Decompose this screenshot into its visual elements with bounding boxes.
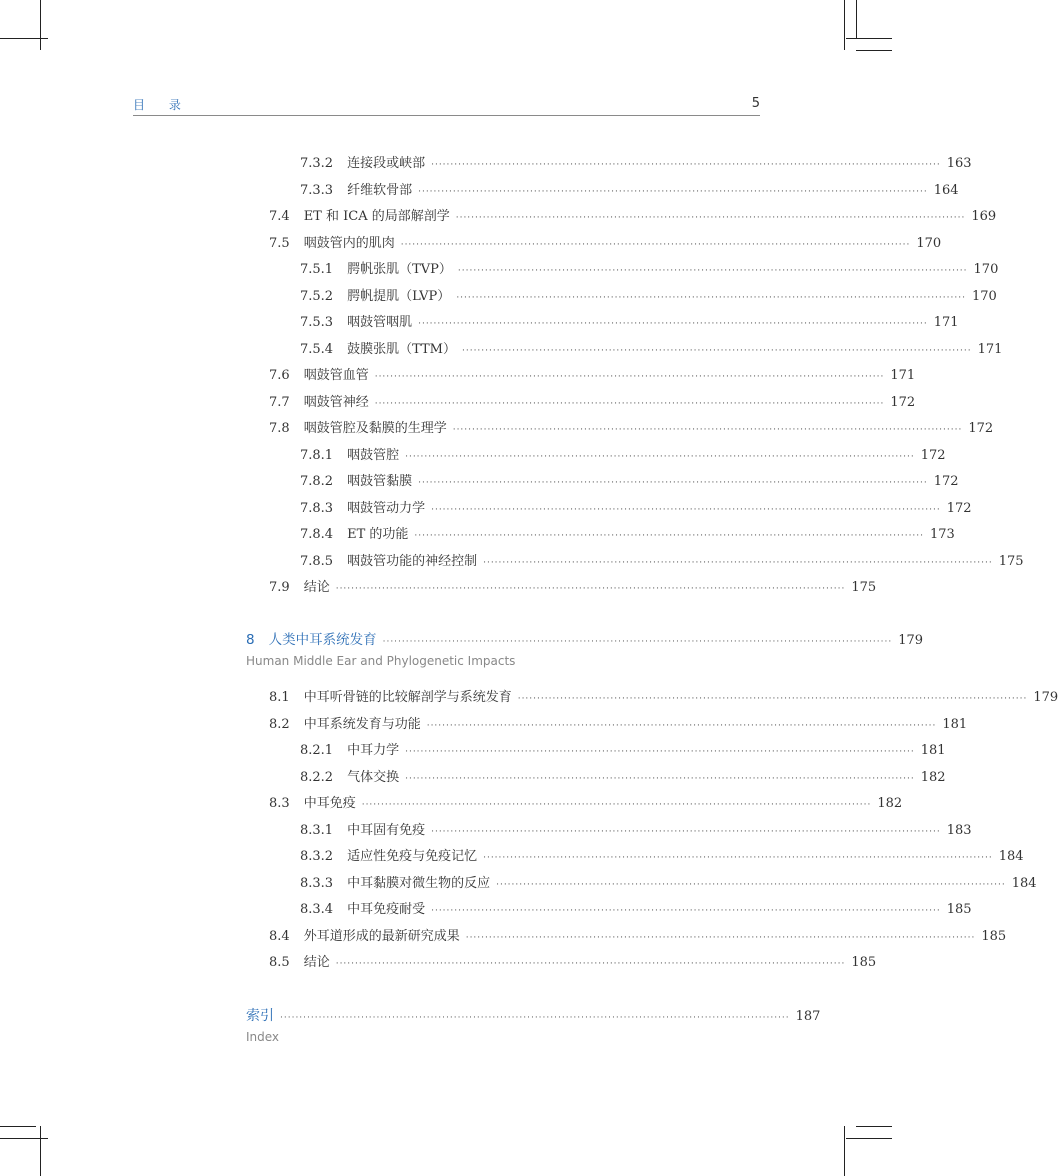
dot-leader: ····································································································································: [431, 906, 941, 916]
toc-entry[interactable]: [300, 470, 959, 490]
toc-entry-title: 中耳力学: [347, 743, 400, 758]
toc-entry-title: 腭帆张肌（TVP）: [347, 262, 452, 277]
toc-entry-number: 7.8.3: [300, 500, 334, 516]
toc-entry-page: 175: [998, 553, 1024, 569]
toc-entry-title: 咽鼓管动力学: [347, 500, 426, 516]
dot-leader: ····································································································································: [374, 372, 885, 382]
toc-entry[interactable]: [269, 364, 916, 384]
toc-entry-page: 184: [998, 849, 1024, 864]
toc-entry-title: 中耳系统发育与功能: [303, 716, 421, 732]
toc-entry-number: 7.5: [269, 235, 290, 251]
toc-entry-number: 8.3: [269, 796, 290, 811]
toc-entry-number: 8.5: [269, 955, 290, 970]
toc-entry-page: 171: [933, 315, 959, 330]
toc-entry-page: 164: [933, 182, 959, 198]
toc-entry-number: 8.4: [269, 928, 290, 944]
toc-entry[interactable]: [300, 444, 946, 464]
dot-leader: ····································································································································: [461, 345, 972, 356]
toc-entry[interactable]: [269, 205, 997, 225]
toc-entry-title: 外耳道形成的最新研究成果: [303, 928, 460, 944]
dot-leader: ····································································································································: [335, 584, 846, 594]
toc-entry-number: 7.5.3: [300, 315, 334, 330]
toc-entry-number: 7.5.2: [300, 288, 334, 304]
toc-entry[interactable]: [269, 417, 994, 437]
dot-leader: ····································································································································: [418, 186, 928, 197]
dot-leader: ····································································································································: [382, 637, 893, 647]
toc-entry-title: 中耳固有免疫: [347, 822, 426, 838]
toc-entry[interactable]: [269, 232, 942, 252]
index-title: 索引: [246, 1008, 274, 1024]
toc-entry-title: 中耳免疫: [303, 796, 356, 811]
toc-entry[interactable]: [269, 576, 877, 596]
toc-entry-page: 172: [946, 500, 972, 516]
toc-entry-title: 咽鼓管咽肌: [347, 315, 413, 330]
toc-entry[interactable]: [269, 713, 968, 733]
toc-entry-title: 咽鼓管内的肌肉: [303, 235, 395, 251]
toc-entry-title: 咽鼓管黏膜: [347, 474, 413, 489]
dot-leader: ····································································································································: [374, 398, 885, 409]
dot-leader: ····································································································································: [418, 319, 928, 329]
toc-entry-page: 185: [981, 928, 1007, 944]
toc-entry[interactable]: [300, 523, 955, 543]
toc-entry-title: 咽鼓管功能的神经控制: [347, 553, 478, 569]
toc-entry-page: 172: [968, 421, 994, 436]
toc-entry-title: 腭帆提肌（LVP）: [347, 288, 451, 304]
toc-entry-title: 适应性免疫与免疫记忆: [347, 849, 478, 864]
toc-entry[interactable]: [269, 951, 877, 971]
toc-entry-number: 8.3.2: [300, 849, 334, 864]
dot-leader: ····································································································································: [431, 504, 941, 515]
toc-entry[interactable]: [269, 391, 916, 411]
toc-entry-page: 163: [946, 156, 972, 171]
toc-entry-number: 8.3.1: [300, 822, 334, 838]
toc-entry-number: 7.9: [269, 580, 290, 595]
toc-entry-number: 8.2.1: [300, 743, 334, 758]
toc-entry-page: 172: [920, 447, 946, 463]
toc-entry[interactable]: [269, 686, 1058, 706]
toc-entry-title: 结论: [303, 580, 330, 595]
toc-entry[interactable]: [269, 925, 1007, 945]
toc-entry-number: 8.3.3: [300, 875, 334, 891]
toc-entry-page: 185: [946, 902, 972, 917]
chapter-subtitle-en: Human Middle Ear and Phylogenetic Impacts: [246, 654, 516, 668]
toc-entry-page: 170: [971, 288, 997, 304]
toc-entry-page: 172: [933, 474, 959, 489]
toc-entry-title: ET 的功能: [347, 527, 409, 542]
dot-leader: ····································································································································: [361, 800, 872, 810]
chapter-title: 人类中耳系统发育: [268, 632, 377, 648]
toc-index-entry[interactable]: [246, 1005, 821, 1025]
toc-entry-number: 7.3.2: [300, 156, 334, 171]
toc-entry-number: 8.1: [269, 690, 290, 705]
dot-leader: ····································································································································: [431, 160, 941, 170]
toc-entry-title: 纤维软骨部: [347, 182, 413, 198]
toc-entry[interactable]: [300, 819, 972, 839]
dot-leader: ····································································································································: [418, 478, 928, 488]
dot-leader: ····································································································································: [405, 773, 915, 784]
toc-entry-page: 183: [946, 822, 972, 838]
toc-entry-title: 中耳免疫耐受: [347, 902, 426, 917]
toc-entry-title: 中耳黏膜对微生物的反应: [347, 875, 491, 891]
toc-entry-number: 7.6: [269, 368, 290, 383]
toc-entry-number: 7.8.2: [300, 474, 334, 489]
toc-entry-number: 7.8.5: [300, 553, 334, 569]
toc-entry-page: 181: [942, 716, 968, 732]
toc-entry-title: 咽鼓管腔及黏膜的生理学: [303, 421, 447, 436]
dot-leader: ····································································································································: [456, 292, 966, 303]
toc-entry-page: 173: [930, 527, 955, 542]
dot-leader: ····································································································································: [517, 694, 1028, 704]
toc-entry[interactable]: [300, 311, 959, 331]
toc-entry-page: 181: [920, 743, 946, 758]
toc-entry-number: 7.7: [269, 394, 290, 410]
toc-entry[interactable]: [300, 898, 972, 918]
toc-entry-page: 179: [1033, 690, 1058, 705]
page-number: 5: [751, 96, 760, 111]
toc-entry[interactable]: [269, 792, 903, 812]
toc-entry-number: 7.8.4: [300, 527, 334, 542]
toc-entry-page: 170: [973, 262, 999, 277]
toc-entry[interactable]: [300, 739, 946, 759]
dot-leader: ····································································································································: [483, 853, 993, 863]
toc-entry[interactable]: [300, 766, 946, 786]
toc-entry-page: 182: [877, 796, 903, 811]
toc-entry-title: 咽鼓管血管: [303, 368, 369, 383]
dot-leader: ····································································································································: [405, 747, 915, 757]
dot-leader: ····································································································································: [457, 266, 968, 276]
dot-leader: ····································································································································: [465, 932, 976, 943]
toc-entry-title: 鼓膜张肌（TTM）: [347, 341, 456, 357]
toc-entry-page: 182: [920, 769, 946, 785]
toc-entry-title: 结论: [303, 955, 330, 970]
dot-leader: ····································································································································: [496, 879, 1006, 890]
dot-leader: ····································································································································: [431, 826, 941, 837]
toc-entry[interactable]: [300, 338, 1003, 358]
toc-entry-title: ET 和 ICA 的局部解剖学: [303, 209, 450, 224]
toc-entry-page: 185: [851, 955, 877, 970]
toc-entry[interactable]: [300, 152, 972, 172]
chapter-number: 8: [246, 632, 255, 648]
toc-entry-number: 7.5.4: [300, 341, 334, 357]
toc-entry[interactable]: [300, 258, 999, 278]
toc-entry-page: 170: [916, 235, 942, 251]
toc-entry-number: 7.8: [269, 421, 290, 436]
toc-entry-page: 169: [971, 209, 997, 224]
toc-entry-number: 7.3.3: [300, 182, 334, 198]
toc-entry-page: 172: [890, 394, 916, 410]
running-header-title: 目 录: [133, 98, 191, 112]
toc-entry[interactable]: [300, 497, 972, 517]
toc-entry-page: 171: [977, 341, 1003, 357]
dot-leader: ····································································································································: [280, 1013, 790, 1023]
dot-leader: ····································································································································: [483, 557, 993, 568]
toc-entry[interactable]: [300, 285, 997, 305]
header-rule: [133, 115, 760, 116]
toc-entry-title: 咽鼓管神经: [303, 394, 369, 410]
toc-entry-page: 171: [890, 368, 916, 383]
dot-leader: ····································································································································: [405, 451, 915, 462]
toc-entry-page: 175: [851, 580, 877, 595]
dot-leader: ····································································································································: [400, 239, 911, 250]
toc-entry-number: 7.4: [269, 209, 290, 224]
toc-entry-page: 184: [1011, 875, 1037, 891]
index-subtitle-en: Index: [246, 1030, 280, 1044]
toc-entry-number: 8.2: [269, 716, 290, 732]
toc-entry-number: 8.2.2: [300, 769, 334, 785]
toc-entry-number: 7.8.1: [300, 447, 334, 463]
toc-entry-title: 连接段或峡部: [347, 156, 426, 171]
toc-entry[interactable]: [300, 872, 1037, 892]
toc-entry[interactable]: [300, 179, 959, 199]
toc-entry-title: 中耳听骨链的比较解剖学与系统发育: [303, 690, 512, 705]
index-page: 187: [795, 1009, 821, 1024]
toc-entry-number: 8.3.4: [300, 902, 334, 917]
dot-leader: ····································································································································: [414, 531, 925, 541]
dot-leader: ····································································································································: [335, 959, 846, 969]
toc-entry[interactable]: [300, 550, 1024, 570]
toc-chapter-8[interactable]: [246, 628, 924, 648]
dot-leader: ····································································································································: [455, 213, 966, 223]
toc-entry-number: 7.5.1: [300, 262, 334, 277]
dot-leader: ····································································································································: [426, 720, 937, 731]
dot-leader: ····································································································································: [452, 425, 963, 435]
toc-entry-title: 气体交换: [347, 769, 400, 785]
toc-entry[interactable]: [300, 845, 1024, 865]
toc-entry-title: 咽鼓管腔: [347, 447, 400, 463]
chapter-page: 179: [898, 633, 924, 648]
